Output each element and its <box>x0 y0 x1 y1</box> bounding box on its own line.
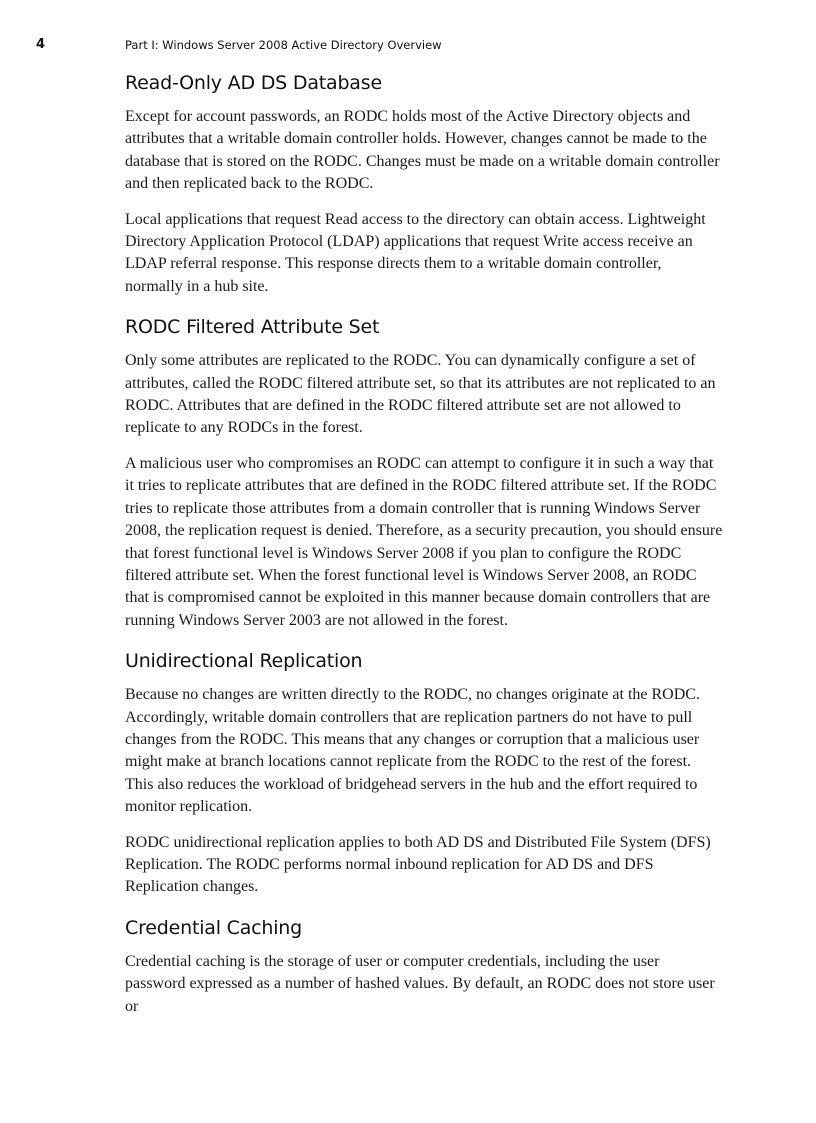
running-head: Part I: Windows Server 2008 Active Directory Overview <box>125 38 442 52</box>
section-read-only-database <box>125 72 723 298</box>
section-heading: Read-Only AD DS Database <box>125 72 382 94</box>
section-filtered-attribute-set <box>125 316 723 632</box>
page-body <box>125 72 723 1036</box>
section-heading: RODC Filtered Attribute Set <box>125 316 380 339</box>
paragraph: Only some attributes are replicated to the RODC. You can dynamically configure a set of attributes, called the RODC filtered attribute set, so that its attributes are not replicated to an RODC. Attributes that are defined in the RODC filtered attribute set are not allowed to replicate to any RODCs in the forest. <box>125 352 716 437</box>
section-heading: Credential Caching <box>125 916 303 939</box>
paragraph: Credential caching is the storage of user or computer credentials, including the user password expressed as a number of hashed values. By default, an RODC does not store user or <box>125 952 715 1015</box>
page-number: 4 <box>36 37 46 52</box>
section-credential-caching <box>125 917 723 1018</box>
paragraph: A malicious user who compromises an RODC can attempt to configure it in such a way that it tries to replicate attributes that are defined in the RODC filtered attribute set. If the RODC tries to replicate those attributes from a domain controller that is running Windows Server 2008, the replication request is denied. Therefore, as a security precaution, you should ensure that forest functional level is Windows Server 2008 if you plan to configure the RODC filtered attribute set. When the forest functional level is Windows Server 2008, an RODC that is compromised cannot be exploited in this manner because domain controllers that are running Windows Server 2003 are not allowed in the forest. <box>125 454 723 629</box>
paragraph: Except for account passwords, an RODC holds most of the Active Directory objects and attributes that a writable domain controller holds. However, changes cannot be made to the database that is stored on the RODC. Changes must be made on a writable domain controller and then replicated back to the RODC. <box>125 108 720 193</box>
paragraph: Because no changes are written directly to the RODC, no changes originate at the RODC. Accordingly, writable domain controllers that are replication partners do not have to pull changes from the RODC. This means that any changes or corruption that a malicious user might make at branch locations cannot replicate from the RODC to the rest of the forest. This also reduces the workload of bridgehead servers in the hub and the effort required to monitor replication. <box>125 686 700 816</box>
section-unidirectional-replication <box>125 650 723 899</box>
paragraph: RODC unidirectional replication applies to both AD DS and Distributed File System (DFS) Replication. The RODC performs normal inbound replication for AD DS and DFS Replication changes. <box>125 833 711 896</box>
section-heading: Unidirectional Replication <box>125 650 363 673</box>
paragraph: Local applications that request Read access to the directory can obtain access. Lightweight Directory Application Protocol (LDAP) applications that request Write access receive an LDAP referral response. This response directs them to a writable domain controller, normally in a hub site. <box>125 210 706 295</box>
